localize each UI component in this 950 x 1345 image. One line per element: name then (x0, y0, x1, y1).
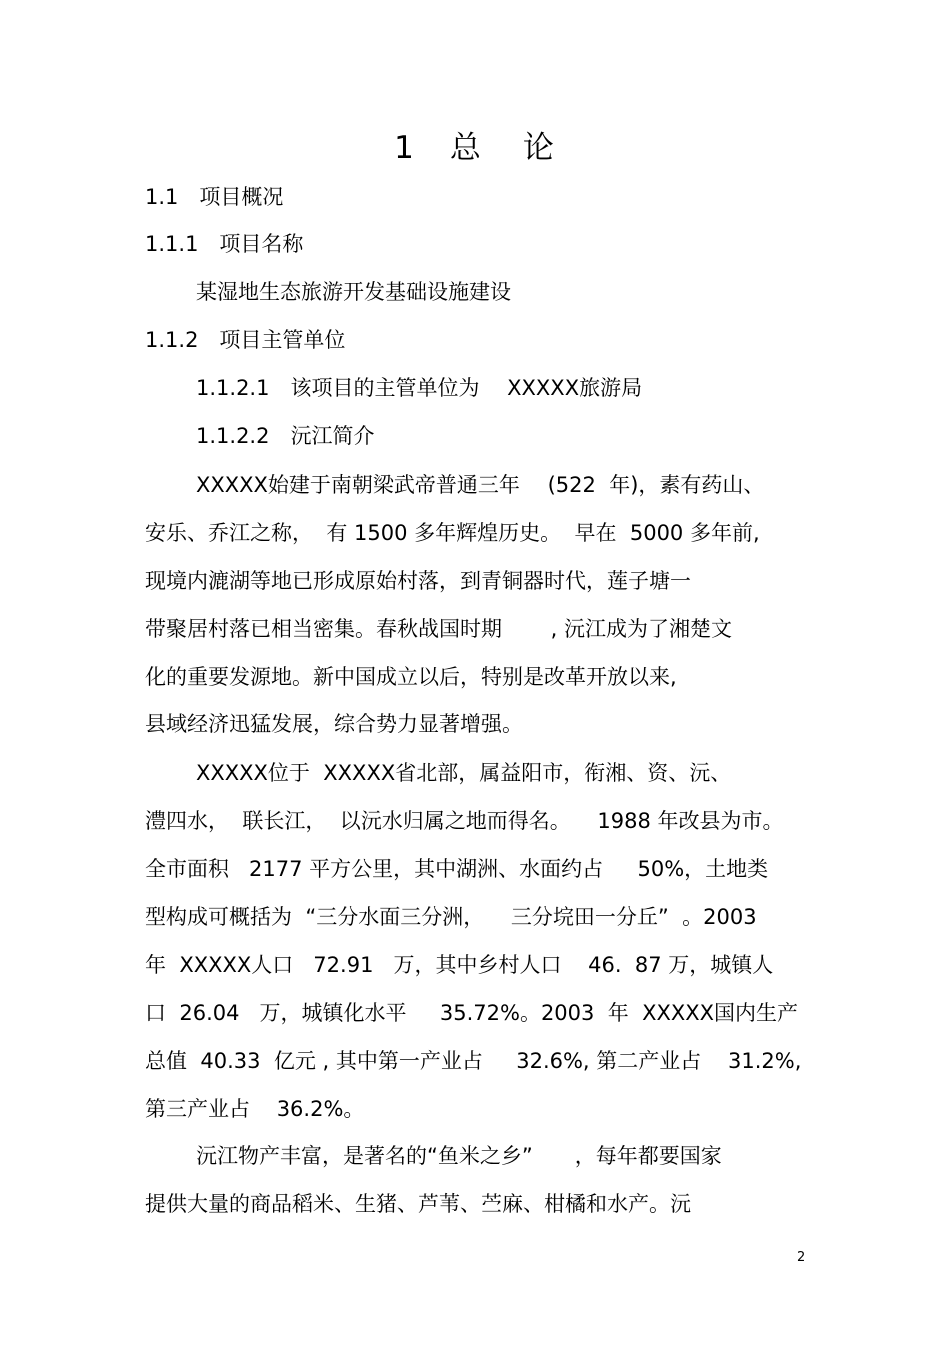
paragraph-line: 年 XXXXX人口 72.91 万，其中乡村人口 46. 87 万，城镇人 (145, 953, 774, 977)
paragraph-line: 化的重要发源地。新中国成立以后，特别是改革开放以来, (145, 665, 677, 689)
paragraph-line: 现境内漉湖等地已形成原始村落，到青铜器时代，莲子塘一 (145, 569, 691, 593)
paragraph-line: XXXXX始建于南朝梁武帝普通三年 (522 年)，素有药山、 (196, 473, 765, 497)
paragraph-line: 提供大量的商品稻米、生猪、芦苇、苎麻、柑橘和水产。沅 (145, 1192, 691, 1216)
chapter-title (0, 122, 950, 167)
paragraph-line: 澧四水， 联长江， 以沅水归属之地而得名。 1988 年改县为市。 (145, 809, 784, 833)
paragraph-line: 全市面积 2177 平方公里，其中湖洲、水面约占 50%，土地类 (145, 857, 769, 881)
heading-1-1-2: 1.1.2 项目主管单位 (145, 328, 346, 352)
chapter-title-word-1: 总 (449, 130, 483, 166)
project-name-text: 某湿地生态旅游开发基础设施建设 (196, 280, 511, 304)
heading-1-1-2-1: 1.1.2.1 该项目的主管单位为 XXXXX旅游局 (196, 376, 643, 400)
page-number: 2 (797, 1250, 806, 1265)
paragraph-line: 安乐、乔江之称， 有 1500 多年辉煌历史。 早在 5000 多年前, (145, 521, 760, 545)
paragraph-line: 总值 40.33 亿元 , 其中第一产业占 32.6%, 第二产业占 31.2%, (145, 1049, 802, 1073)
heading-1-1-1: 1.1.1 项目名称 (145, 232, 304, 256)
paragraph-line: 县域经济迅猛发展，综合势力显著增强。 (145, 712, 523, 736)
chapter-title-word-2: 论 (522, 130, 556, 166)
heading-1-1-2-2: 1.1.2.2 沅江简介 (196, 424, 375, 448)
paragraph-line: 沅江物产丰富，是著名的“鱼米之乡” ，每年都要国家 (196, 1144, 722, 1168)
paragraph-line: 第三产业占 36.2%。 (145, 1097, 365, 1121)
paragraph-line: 型构成可概括为 “三分水面三分洲， 三分垸田一分丘” 。2003 (145, 905, 757, 929)
paragraph-line: 带聚居村落已相当密集。春秋战国时期 , 沅江成为了湘楚文 (145, 617, 733, 641)
chapter-number: 1 (394, 130, 416, 166)
paragraph-line: XXXXX位于 XXXXX省北部，属益阳市，衔湘、资、沅、 (196, 761, 732, 785)
heading-1-1: 1.1 项目概况 (145, 185, 284, 209)
paragraph-line: 口 26.04 万，城镇化水平 35.72%。2003 年 XXXXX国内生产 (145, 1001, 799, 1025)
